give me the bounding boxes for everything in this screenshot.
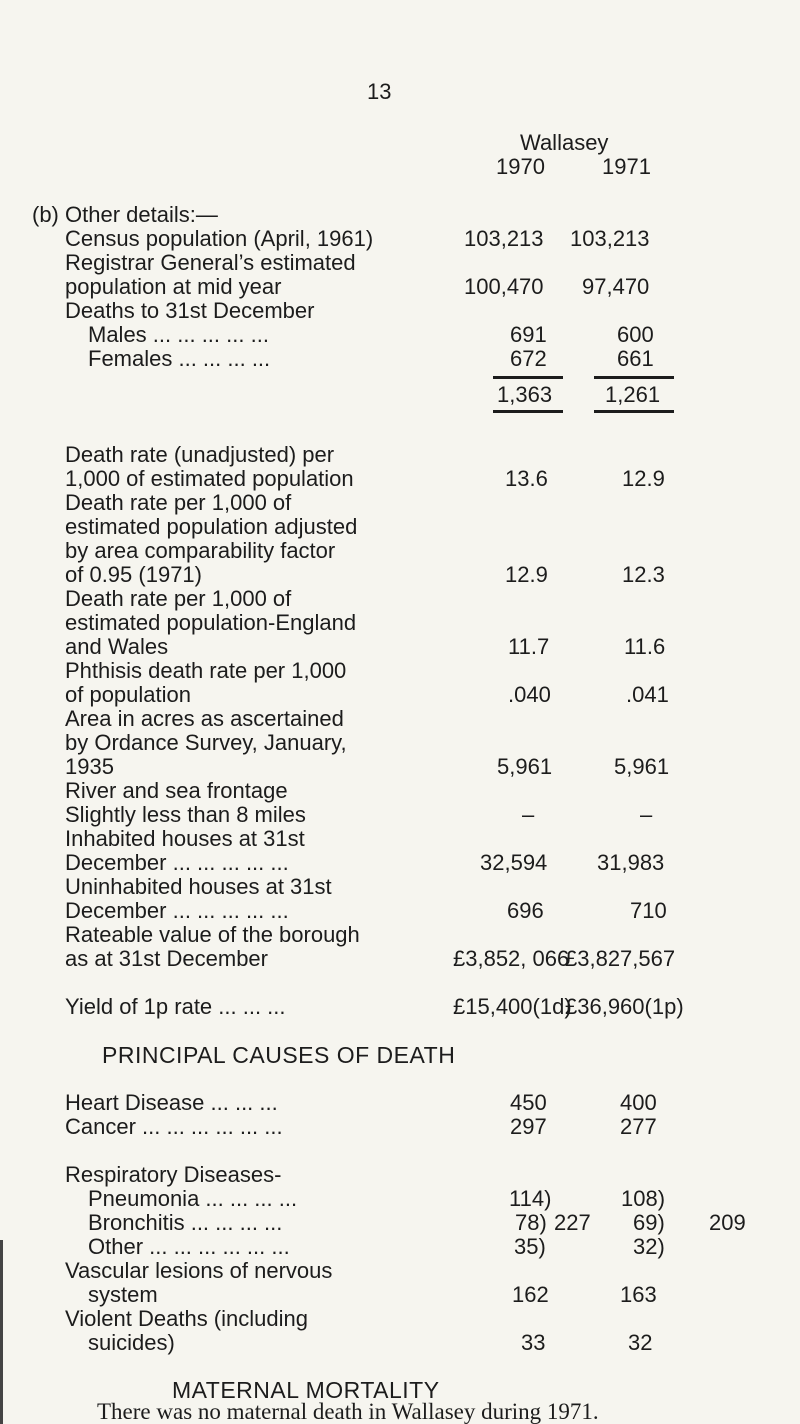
- row-label-rateable-2: as at 31st December: [65, 946, 268, 971]
- row-label-area-1: Area in acres as ascertained: [65, 706, 344, 731]
- value-registrar-1970: 100,470: [464, 274, 544, 299]
- value-death-rate-adjusted-1971: 12.3: [622, 562, 665, 587]
- value-census-1970: 103,213: [464, 226, 544, 251]
- row-label-inhabited-2: December ... ... ... ... ...: [65, 850, 289, 875]
- value-females-1971: 661: [617, 346, 654, 371]
- total-rule-bottom-1970: [493, 410, 563, 413]
- value-area-1971: 5,961: [614, 754, 670, 779]
- row-label-heart-disease: Heart Disease ... ... ...: [65, 1090, 278, 1115]
- value-registrar-1971: 97,470: [582, 274, 650, 299]
- row-label-violent-1: Violent Deaths (including: [65, 1306, 308, 1331]
- row-label-rateable-1: Rateable value of the borough: [65, 922, 360, 947]
- value-cancer-1970: 297: [510, 1114, 547, 1139]
- value-phthisis-1970: .040: [508, 682, 551, 707]
- value-bronchitis-1970: 78): [515, 1210, 547, 1235]
- row-label-respiratory-heading: Respiratory Diseases-: [65, 1162, 282, 1187]
- row-label-death-rate-adjusted-3: by area comparability factor: [65, 538, 336, 563]
- section-title-maternal-mortality: MATERNAL MORTALITY: [172, 1377, 440, 1403]
- value-vascular-1971: 163: [620, 1282, 657, 1307]
- row-label-other: Other ... ... ... ... ... ...: [88, 1234, 290, 1259]
- row-label-death-rate-england-1: Death rate per 1,000 of: [65, 586, 292, 611]
- row-label-death-rate-england-3: and Wales: [65, 634, 169, 659]
- value-pneumonia-1971: 108): [621, 1186, 666, 1211]
- value-census-1971: 103,213: [570, 226, 650, 251]
- row-label-area-3: 1935: [65, 754, 114, 779]
- value-males-1970: 691: [510, 322, 547, 347]
- value-area-1970: 5,961: [497, 754, 553, 779]
- row-label-census: Census population (April, 1961): [65, 226, 374, 251]
- row-label-frontage-2: Slightly less than 8 miles: [65, 802, 306, 827]
- row-label-males: Males ... ... ... ... ...: [88, 322, 269, 347]
- value-rateable-1970: £3,852, 066: [453, 946, 570, 971]
- value-deaths-total-1971: 1,261: [605, 382, 661, 407]
- column-header-place: Wallasey: [520, 130, 609, 155]
- value-females-1970: 672: [510, 346, 547, 371]
- value-respiratory-total-1971: 209: [709, 1210, 746, 1235]
- page-number: 13: [367, 79, 392, 104]
- row-label-yield: Yield of 1p rate ... ... ...: [65, 994, 286, 1019]
- value-inhabited-1970: 32,594: [480, 850, 548, 875]
- value-respiratory-total-1970: 227: [554, 1210, 591, 1235]
- row-label-uninhabited-2: December ... ... ... ... ...: [65, 898, 289, 923]
- row-label-death-rate-adjusted-4: of 0.95 (1971): [65, 562, 202, 587]
- row-label-death-rate-unadjusted-2: 1,000 of estimated population: [65, 466, 354, 491]
- value-phthisis-1971: .041: [626, 682, 669, 707]
- value-yield-1970: £15,400(1d): [453, 994, 572, 1019]
- scan-edge-mark: [0, 1240, 3, 1424]
- value-death-rate-england-1970: 11.7: [508, 634, 550, 659]
- maternal-statement: There was no maternal death in Wallasey during 1971.: [97, 1399, 599, 1424]
- value-heart-disease-1970: 450: [510, 1090, 547, 1115]
- row-label-registrar-1: Registrar General’s estimated: [65, 250, 356, 275]
- row-label-registrar-2: population at mid year: [65, 274, 282, 299]
- row-label-death-rate-adjusted-2: estimated population adjusted: [65, 514, 358, 539]
- value-death-rate-unadjusted-1970: 13.6: [505, 466, 548, 491]
- row-label-phthisis-2: of population: [65, 682, 191, 707]
- row-label-pneumonia: Pneumonia ... ... ... ...: [88, 1186, 298, 1211]
- row-label-vascular-1: Vascular lesions of nervous: [65, 1258, 333, 1283]
- value-pneumonia-1970: 114): [509, 1186, 552, 1211]
- value-males-1971: 600: [617, 322, 654, 347]
- row-label-death-rate-adjusted-1: Death rate per 1,000 of: [65, 490, 292, 515]
- value-other-1971: 32): [633, 1234, 665, 1259]
- value-heart-disease-1971: 400: [620, 1090, 657, 1115]
- row-label-phthisis-1: Phthisis death rate per 1,000: [65, 658, 347, 683]
- row-label-cancer: Cancer ... ... ... ... ... ...: [65, 1114, 283, 1139]
- total-rule-top-1970: [493, 376, 563, 379]
- row-label-area-2: by Ordance Survey, January,: [65, 730, 347, 755]
- column-header-1971: 1971: [602, 154, 651, 179]
- section-title-other-details: (b) Other details:—: [32, 202, 218, 227]
- value-violent-1970: 33: [521, 1330, 546, 1355]
- value-frontage-1971: –: [640, 802, 653, 827]
- value-inhabited-1971: 31,983: [597, 850, 665, 875]
- value-violent-1971: 32: [628, 1330, 653, 1355]
- total-rule-top-1971: [594, 376, 674, 379]
- row-label-uninhabited-1: Uninhabited houses at 31st: [65, 874, 332, 899]
- row-label-bronchitis: Bronchitis ... ... ... ...: [88, 1210, 283, 1235]
- row-label-frontage-1: River and sea frontage: [65, 778, 288, 803]
- value-death-rate-adjusted-1970: 12.9: [505, 562, 548, 587]
- row-label-death-rate-england-2: estimated population-England: [65, 610, 357, 635]
- value-cancer-1971: 277: [620, 1114, 657, 1139]
- row-label-death-rate-unadjusted-1: Death rate (unadjusted) per: [65, 442, 335, 467]
- value-bronchitis-1971: 69): [633, 1210, 665, 1235]
- value-vascular-1970: 162: [512, 1282, 549, 1307]
- column-header-1970: 1970: [496, 154, 545, 179]
- value-yield-1971: £36,960(1p): [565, 994, 684, 1019]
- value-death-rate-unadjusted-1971: 12.9: [622, 466, 665, 491]
- value-frontage-1970: –: [522, 802, 535, 827]
- row-label-inhabited-1: Inhabited houses at 31st: [65, 826, 305, 851]
- value-uninhabited-1970: 696: [507, 898, 544, 923]
- value-rateable-1971: £3,827,567: [565, 946, 676, 971]
- value-death-rate-england-1971: 11.6: [624, 634, 666, 659]
- value-deaths-total-1970: 1,363: [497, 382, 553, 407]
- value-other-1970: 35): [514, 1234, 546, 1259]
- row-label-violent-2: suicides): [88, 1330, 175, 1355]
- total-rule-bottom-1971: [594, 410, 674, 413]
- section-title-principal-causes: PRINCIPAL CAUSES OF DEATH: [102, 1042, 456, 1068]
- row-label-deaths: Deaths to 31st December: [65, 298, 315, 323]
- row-label-females: Females ... ... ... ...: [88, 346, 271, 371]
- value-uninhabited-1971: 710: [630, 898, 667, 923]
- row-label-vascular-2: system: [88, 1282, 158, 1307]
